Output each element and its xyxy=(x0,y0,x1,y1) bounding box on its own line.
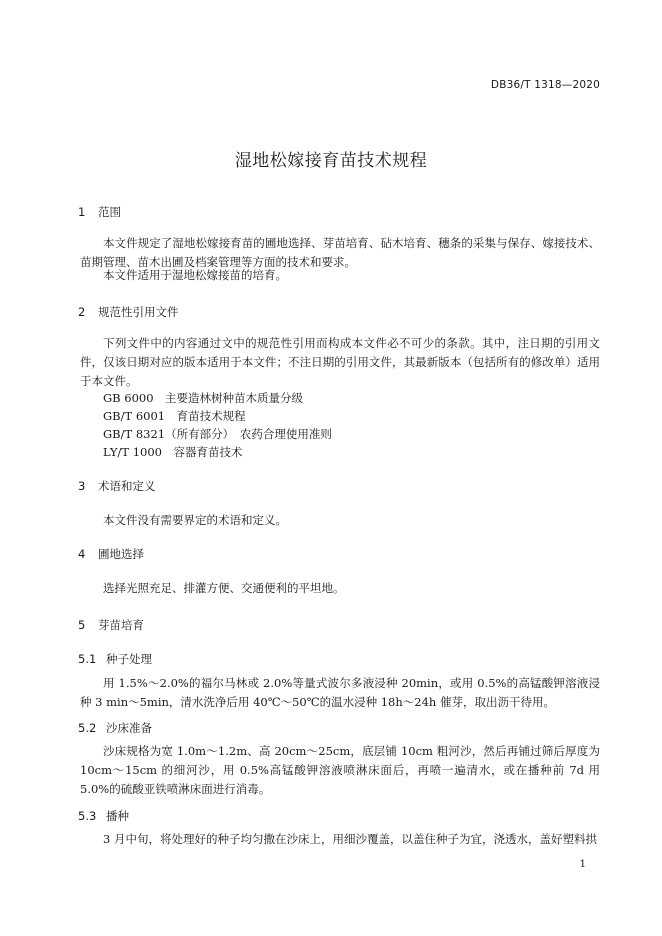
document-title: 湿地松嫁接育苗技术规程 xyxy=(234,151,428,171)
reference-item: GB/T 8321（所有部分） 农药合理使用准则 xyxy=(103,427,332,441)
section-number: 3 xyxy=(78,479,86,493)
section-3-heading xyxy=(78,478,156,494)
section-1-heading xyxy=(78,204,121,220)
subsection-title: 播种 xyxy=(106,809,129,823)
subsection-number: 5.3 xyxy=(78,809,97,823)
standard-number: DB36/T 1318—2020 xyxy=(490,79,600,91)
section-1-paragraph-1: 本文件规定了湿地松嫁接育苗的圃地选择、芽苗培育、砧木培育、穗条的采集与保存、嫁接技术、苗期管理、苗木出圃及档案管理等方面的技术和要求。 xyxy=(80,236,600,269)
section-2-heading xyxy=(78,304,179,320)
reference-item: GB/T 6001 育苗技术规程 xyxy=(103,409,246,423)
subsection-5-2-heading xyxy=(78,720,152,736)
reference-item: GB 6000 主要造林树种苗木质量分级 xyxy=(103,391,304,405)
section-title: 术语和定义 xyxy=(98,479,156,493)
reference-item: LY/T 1000 容器育苗技术 xyxy=(103,445,243,459)
section-number: 1 xyxy=(78,205,86,219)
subsection-number: 5.2 xyxy=(78,721,97,735)
subsection-number: 5.1 xyxy=(78,652,97,666)
section-5-heading xyxy=(78,617,144,633)
section-number: 5 xyxy=(78,618,86,632)
subsection-5-3-paragraph: 3 月中旬，将处理好的种子均匀撒在沙床上，用细沙覆盖，以盖住种子为宜，浇透水，盖好塑料拱 xyxy=(103,832,597,846)
section-4-paragraph-1: 选择光照充足、排灌方便、交通便利的平坦地。 xyxy=(103,581,345,595)
subsection-5-3-heading xyxy=(78,808,129,824)
section-1-paragraph-2: 本文件适用于湿地松嫁接苗的培育。 xyxy=(103,268,287,282)
section-3-paragraph-1: 本文件没有需要界定的术语和定义。 xyxy=(103,513,287,527)
subsection-5-2-paragraph: 沙床规格为宽 1.0m～1.2m、高 20cm～25cm，底层铺 10cm 粗河沙，然后再铺过筛后厚度为 10cm～15cm 的细河沙，用 0.5%高锰酸钾溶液喷淋床面后，再喷一遍清水，或在播种前 7d 用 5.0%的硫酸亚铁喷淋床面进行消毒。 xyxy=(80,744,600,796)
section-title: 范围 xyxy=(98,205,121,219)
subsection-5-1-paragraph: 用 1.5%～2.0%的福尔马林或 2.0%等量式波尔多液浸种 20min，或用 0.5%的高锰酸钾溶液浸种 3 min～5min，清水洗净后用 40℃～50℃的温水浸种 18h～24h 催芽，取出沥干待用。 xyxy=(80,676,600,709)
section-2-paragraph-1: 下列文件中的内容通过文中的规范性引用而构成本文件必不可少的条款。其中，注日期的引用文件，仅该日期对应的版本适用于本文件；不注日期的引用文件，其最新版本（包括所有的修改单）适用于本文件。 xyxy=(80,336,600,388)
section-title: 圃地选择 xyxy=(98,547,144,561)
subsection-title: 种子处理 xyxy=(106,652,152,666)
section-title: 芽苗培育 xyxy=(98,618,144,632)
section-number: 2 xyxy=(78,305,86,319)
section-title: 规范性引用文件 xyxy=(98,305,179,319)
subsection-title: 沙床准备 xyxy=(106,721,152,735)
section-number: 4 xyxy=(78,547,86,561)
subsection-5-1-heading xyxy=(78,651,152,667)
section-4-heading xyxy=(78,546,144,562)
page-number: 1 xyxy=(579,859,586,870)
